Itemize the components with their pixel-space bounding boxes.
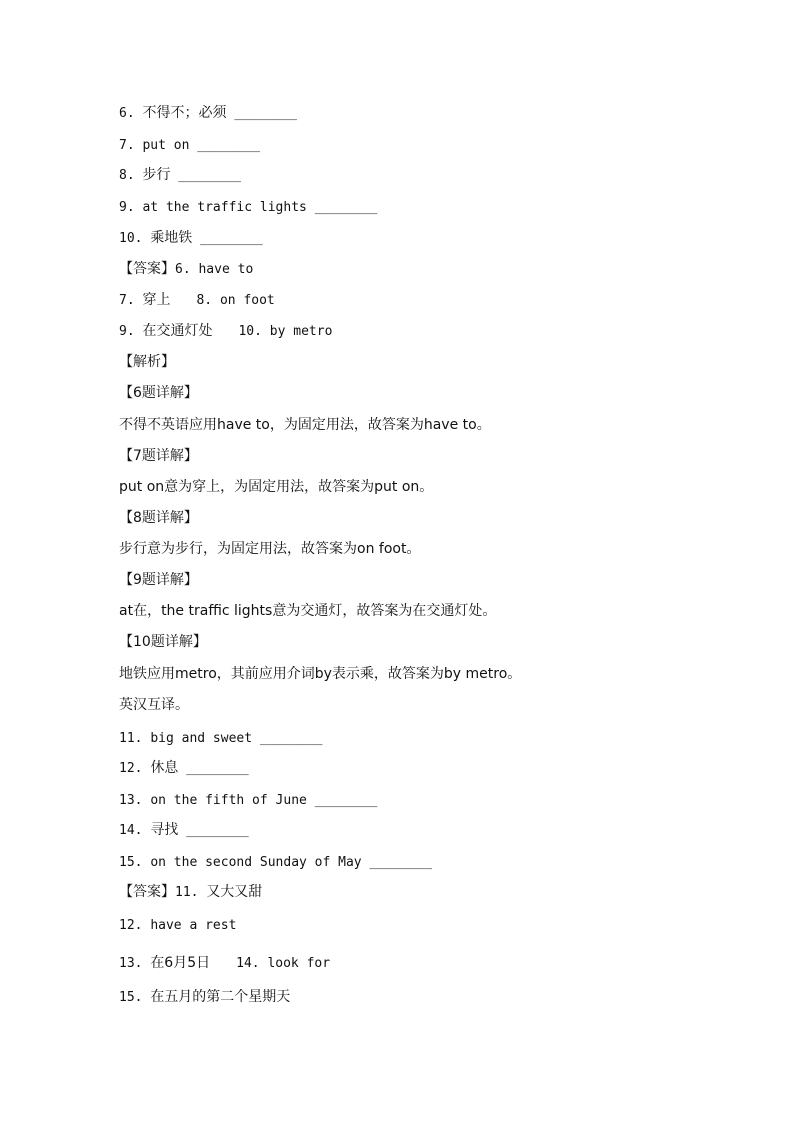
question-number: 15.: [119, 855, 143, 870]
answer-number: 9.: [119, 324, 135, 339]
detail-title-8: 【8题详解】: [119, 510, 198, 526]
detail-title-10: 【10题详解】: [119, 634, 207, 650]
question-number: 8.: [119, 168, 135, 183]
question-number: 10.: [119, 231, 143, 246]
answer-number: 15.: [119, 990, 143, 1005]
question-text: on the fifth of June: [150, 793, 307, 808]
answer-line-11: [119, 883, 262, 902]
question-number: 11.: [119, 731, 143, 746]
detail-body-7: put on意为穿上，为固定用法，故答案为put on。: [119, 479, 434, 495]
answer-blank: ________: [314, 793, 378, 808]
answer-label: 【答案】: [119, 261, 175, 277]
detail-title-9: 【9题详解】: [119, 572, 198, 588]
answer-line-1: [119, 260, 253, 279]
answer-blank: ________: [178, 168, 241, 183]
question-number: 9.: [119, 200, 135, 215]
question-10: [119, 229, 263, 248]
answer-text: 在五月的第二个星期天: [150, 989, 291, 1005]
detail-title-7: 【7题详解】: [119, 448, 198, 464]
question-number: 13.: [119, 793, 143, 808]
detail-body-6: 不得不英语应用have to，为固定用法，故答案为have to。: [119, 417, 491, 433]
answer-text: have to: [198, 262, 254, 277]
answer-line-3: [119, 322, 332, 341]
question-6: [119, 104, 297, 123]
answer-text: 在6月5日: [150, 955, 211, 971]
question-number: 14.: [119, 823, 143, 838]
answer-text: look for: [267, 956, 331, 971]
question-15: [119, 854, 432, 872]
answer-text: 在交通灯处: [142, 323, 213, 339]
question-number: 12.: [119, 761, 143, 776]
answer-number: 13.: [119, 956, 143, 971]
answer-label: 【答案】: [119, 884, 175, 900]
answer-line-15: [119, 988, 290, 1007]
answer-number: 7.: [119, 293, 135, 308]
answer-number: 8.: [196, 293, 213, 308]
question-text: 不得不；必须: [142, 105, 227, 121]
question-text: on the second Sunday of May: [150, 855, 362, 870]
answer-number: 11.: [175, 885, 199, 900]
detail-body-10: 地铁应用metro，其前应用介词by表示乘，故答案为by metro。: [119, 666, 522, 682]
answer-text: on foot: [219, 293, 275, 308]
answer-number: 12.: [119, 918, 143, 933]
question-text: 休息: [150, 760, 179, 776]
question-text: at the traffic lights: [142, 200, 307, 215]
answer-line-12: [119, 917, 236, 935]
answer-text: 穿上: [142, 292, 171, 308]
question-9: [119, 199, 377, 217]
answer-number: 14.: [236, 956, 260, 971]
answer-blank: ________: [186, 823, 249, 838]
question-text: big and sweet: [150, 731, 253, 746]
answer-text: have a rest: [150, 918, 237, 933]
question-7: [119, 137, 260, 155]
detail-body-9: at在，the traffic lights意为交通灯，故答案为在交通灯处。: [119, 603, 497, 619]
answer-text: by metro: [269, 324, 333, 339]
question-11: [119, 730, 323, 748]
question-number: 6.: [119, 106, 135, 121]
detail-title-6: 【6题详解】: [119, 385, 198, 401]
analysis-label: 【解析】: [119, 354, 175, 370]
question-14: [119, 821, 249, 840]
answer-line-13: [119, 954, 330, 973]
detail-body-8: 步行意为步行，为固定用法，故答案为on foot。: [119, 541, 421, 557]
question-number: 7.: [119, 138, 135, 153]
question-text: put on: [142, 138, 190, 153]
question-13: [119, 792, 377, 810]
question-text: 步行: [142, 167, 171, 183]
answer-blank: ________: [369, 855, 433, 870]
question-12: [119, 759, 249, 778]
answer-blank: ________: [186, 761, 249, 776]
answer-line-2: [119, 291, 275, 310]
question-text: 乘地铁: [150, 230, 193, 246]
answer-blank: ________: [234, 106, 297, 121]
answer-number: 10.: [238, 324, 262, 339]
answer-text: 又大又甜: [206, 884, 263, 900]
question-8: [119, 166, 241, 185]
answer-blank: ________: [200, 231, 263, 246]
answer-blank: ________: [197, 138, 260, 153]
answer-number: 6.: [175, 262, 191, 277]
question-text: 寻找: [150, 822, 179, 838]
section-instruction: 英汉互译。: [119, 697, 189, 713]
answer-blank: ________: [259, 731, 323, 746]
answer-blank: ________: [314, 200, 378, 215]
